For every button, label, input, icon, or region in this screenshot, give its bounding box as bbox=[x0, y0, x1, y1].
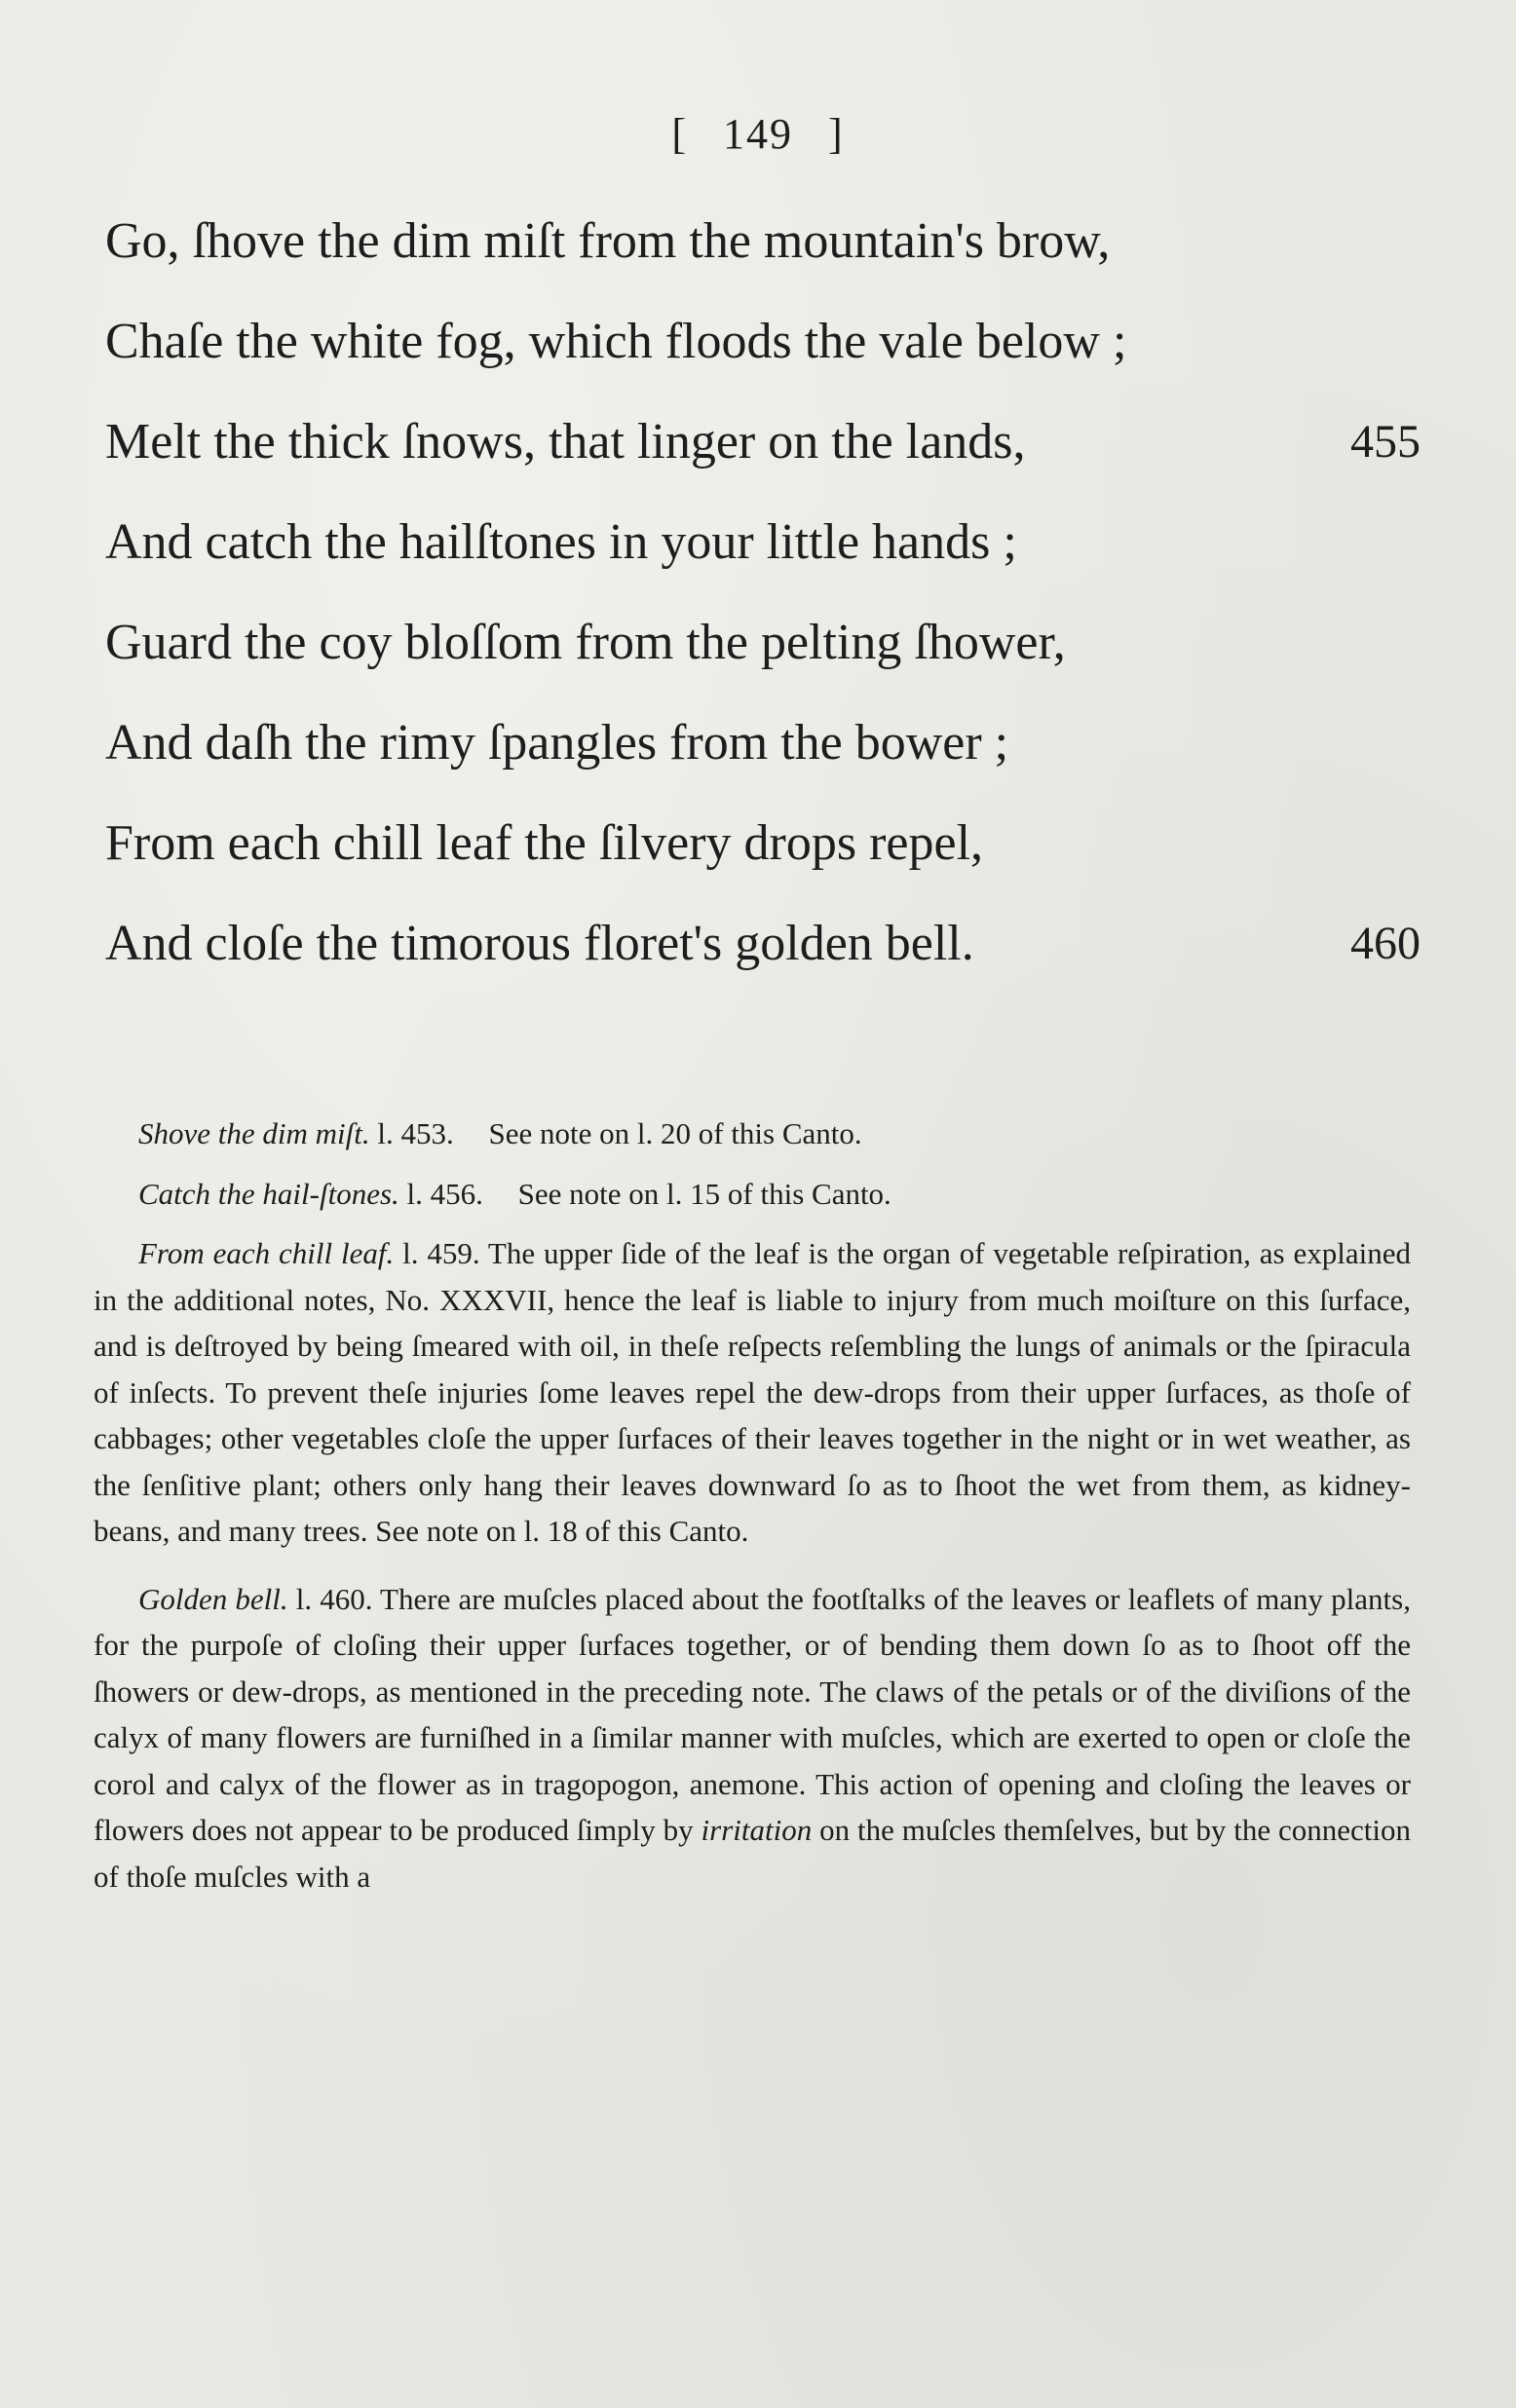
footnote-body: See note on l. 15 of this Canto. bbox=[517, 1176, 891, 1211]
footnote-body: The upper ſide of the leaf is the organ of vegetable reſpiration, as explained in the additional notes, No. XXXVII, hence the leaf is liable to injury from much moiſture on this ſurface, and is deſtroyed by being ſmeared with oil, in theſe reſpects reſembling the lungs of animals or the ſpiracula of inſects. To prevent theſe injuries ſome leaves repel the dew-drops from their upper ſurfaces, as thoſe of cabbages; other vegetables cloſe the upper ſurfaces of their leaves together in the night or in wet weather, as the ſenſitive plant; others only hang their leaves downward ſo as to ſhoot the wet from them, as kidney-beans, and many trees. See note on l. 18 of this Canto. bbox=[94, 1236, 1411, 1548]
footnote-lemma: Shove the dim miſt. bbox=[138, 1116, 370, 1150]
footnote-body: There are muſcles placed about the footſtalks of the leaves or leaflets of many plants, for the purpoſe of cloſing their upper ſurfaces together, or of bending them down ſo as to ſhoot off the ſhowers or dew-drops, as mentioned in the preceding note. The claws of the petals or of the diviſions of the calyx of many flowers are furniſhed in a ſimilar manner with muſcles, which are exerted to open or cloſe the corol and calyx of the flower as in tragopogon, anemone. This action of opening and cloſing the leaves or flowers does not appear to be produced ſimply by bbox=[94, 1581, 1411, 1847]
verse-line-text: And catch the hailſtones in your little hands ; bbox=[105, 514, 1017, 570]
verse-line bbox=[105, 291, 1411, 392]
footnote bbox=[138, 1110, 1411, 1157]
verse-line-text: And cloſe the timorous floret's golden bell. bbox=[105, 916, 974, 971]
footnote-line-ref: l. 456. bbox=[406, 1176, 483, 1211]
footnote bbox=[94, 1230, 1411, 1555]
footnote-lemma: Golden bell. bbox=[138, 1581, 288, 1616]
verse-line-text: And daſh the rimy ſpangles from the bower ; bbox=[105, 715, 1009, 771]
verse-line-text: Guard the coy bloſſom from the pelting ſhower, bbox=[105, 615, 1066, 670]
verse-line bbox=[105, 793, 1411, 893]
footnote-line-ref: l. 453. bbox=[377, 1116, 454, 1150]
verse-line-text: Chaſe the white fog, which floods the vale below ; bbox=[105, 314, 1127, 369]
verse-line bbox=[105, 492, 1411, 592]
line-number: 460 bbox=[1350, 918, 1421, 969]
page-number-value: 149 bbox=[723, 110, 793, 158]
footnote-lemma: Catch the hail-ſtones. bbox=[138, 1176, 399, 1211]
verse-line bbox=[105, 693, 1411, 793]
footnote-body: See note on l. 20 of this Canto. bbox=[488, 1116, 862, 1150]
verse-line bbox=[105, 191, 1411, 291]
footnote-line-ref: l. 459. bbox=[402, 1236, 480, 1270]
verse-line bbox=[105, 893, 1421, 994]
footnotes bbox=[94, 1110, 1411, 1921]
verse-line-text: Melt the thick ſnows, that linger on the lands, bbox=[105, 414, 1026, 470]
verse-line bbox=[105, 592, 1411, 693]
verse-line-text: Go, ſhove the dim miſt from the mountain's brow, bbox=[105, 213, 1111, 269]
footnote-body-continued: on the muſcles themſelves, but by the connection of thoſe muſcles with a bbox=[94, 1813, 1412, 1894]
footnote-italic-word: irritation bbox=[701, 1813, 813, 1847]
footnote bbox=[138, 1171, 1411, 1218]
verse-block bbox=[105, 191, 1421, 994]
verse-line bbox=[105, 392, 1421, 492]
footnote-line-ref: l. 460. bbox=[295, 1581, 373, 1616]
left-bracket: [ bbox=[671, 110, 688, 158]
line-number: 455 bbox=[1350, 416, 1421, 468]
page-number bbox=[0, 109, 1516, 159]
verse-line-text: From each chill leaf the ſilvery drops repel, bbox=[105, 815, 984, 871]
footnote-lemma: From each chill leaf. bbox=[138, 1236, 395, 1270]
right-bracket: ] bbox=[828, 110, 845, 158]
footnote bbox=[94, 1576, 1411, 1900]
